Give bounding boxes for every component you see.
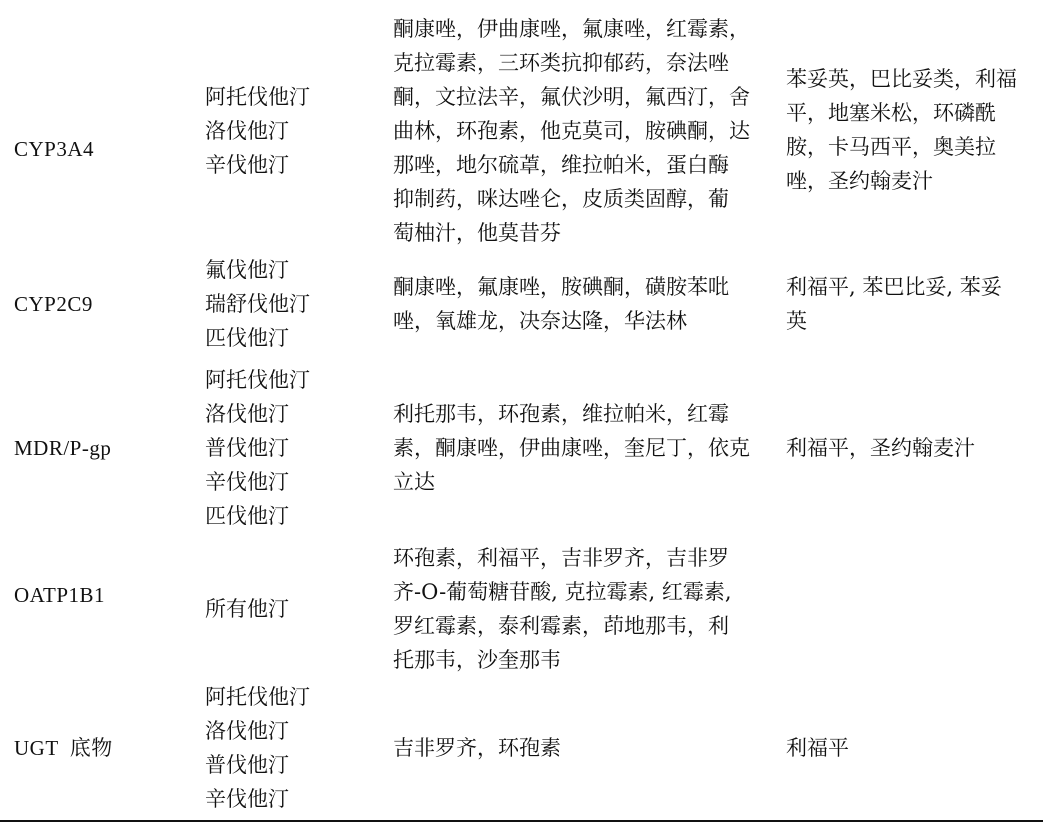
substrate-item: 所有他汀 (205, 597, 289, 621)
enzyme-name: CYP2C9 (14, 292, 93, 316)
substrate-item: 匹伐他汀 (205, 326, 289, 350)
inhibitors-cell (393, 362, 768, 534)
inducer-line: 英 (786, 309, 807, 333)
inhibitor-line: 吉非罗齐，环孢素 (393, 736, 561, 760)
substrate-item: 辛伐他汀 (205, 470, 289, 494)
inhibitor-line: 酮，文拉法辛，氟伏沙明，氟西汀，舍 (393, 85, 750, 109)
substrates-cell (205, 678, 385, 818)
substrates-cell (205, 12, 385, 252)
inhibitor-line: 酮康唑，伊曲康唑，氟康唑，红霉素， (393, 17, 750, 41)
inducers-cell (786, 12, 1036, 252)
enzyme-cell (14, 362, 194, 534)
substrate-item: 普伐他汀 (205, 436, 289, 460)
inducer-line: 唑，圣约翰麦汁 (786, 169, 933, 193)
substrate-item: 洛伐他汀 (205, 402, 289, 426)
substrate-item: 氟伐他汀 (205, 258, 289, 282)
substrate-item: 瑞舒伐他汀 (205, 292, 310, 316)
inducers-cell (786, 252, 1036, 356)
table-row (0, 678, 1043, 818)
inhibitor-line: 托那韦，沙奎那韦 (393, 648, 561, 672)
inhibitor-line: 萄柚汁，他莫昔芬 (393, 221, 561, 245)
enzyme-name: UGT 底物 (14, 736, 113, 760)
enzyme-name: CYP3A4 (14, 137, 95, 161)
inhibitor-line: 酮康唑，氟康唑，胺碘酮，磺胺苯吡 (393, 275, 729, 299)
substrate-item: 匹伐他汀 (205, 504, 289, 528)
inhibitor-line: 齐-O-葡萄糖苷酸, 克拉霉素, 红霉素, (393, 580, 732, 604)
substrate-item: 辛伐他汀 (205, 787, 289, 811)
table-row (0, 252, 1043, 356)
inhibitors-cell (393, 252, 768, 356)
table-row (0, 362, 1043, 534)
inducer-line: 胺，卡马西平，奥美拉 (786, 135, 996, 159)
inhibitor-line: 曲林，环孢素，他克莫司，胺碘酮，达 (393, 119, 750, 143)
inducer-line: 利福平, 苯巴比妥, 苯妥 (786, 275, 1002, 299)
substrate-item: 洛伐他汀 (205, 719, 289, 743)
enzyme-cell (14, 678, 194, 818)
inducer-line: 利福平 (786, 736, 849, 760)
inhibitors-cell (393, 540, 768, 678)
substrates-cell (205, 252, 385, 356)
enzyme-name: OATP1B1 (14, 583, 106, 607)
inhibitor-line: 抑制药，咪达唑仑，皮质类固醇，葡 (393, 187, 729, 211)
inducers-cell (786, 678, 1036, 818)
inhibitor-line: 克拉霉素，三环类抗抑郁药，奈法唑 (393, 51, 729, 75)
enzyme-name: MDR/P-gp (14, 436, 112, 460)
substrates-cell (205, 540, 385, 678)
table-row (0, 540, 1043, 678)
inducer-line: 苯妥英，巴比妥类，利福 (786, 67, 1017, 91)
substrate-item: 洛伐他汀 (205, 119, 289, 143)
inhibitor-line: 环孢素，利福平，吉非罗齐，吉非罗 (393, 546, 729, 570)
inhibitor-line: 唑，氧雄龙，决奈达隆，华法林 (393, 309, 687, 333)
enzyme-cell (14, 252, 194, 356)
inhibitor-line: 立达 (393, 470, 435, 494)
substrate-item: 普伐他汀 (205, 753, 289, 777)
enzyme-cell (14, 540, 194, 678)
substrate-item: 阿托伐他汀 (205, 685, 310, 709)
enzyme-cell (14, 12, 194, 252)
inhibitor-line: 素，酮康唑，伊曲康唑，奎尼丁，依克 (393, 436, 750, 460)
substrates-cell (205, 362, 385, 534)
inducers-cell (786, 362, 1036, 534)
inducer-line: 利福平，圣约翰麦汁 (786, 436, 975, 460)
table-row (0, 12, 1043, 252)
substrate-item: 辛伐他汀 (205, 153, 289, 177)
inducer-line: 平，地塞米松，环磷酰 (786, 101, 996, 125)
inhibitor-line: 那唑，地尔硫䓬，维拉帕米，蛋白酶 (393, 153, 729, 177)
inhibitors-cell (393, 12, 768, 252)
inhibitor-line: 利托那韦，环孢素，维拉帕米，红霉 (393, 402, 729, 426)
inhibitors-cell (393, 678, 768, 818)
inducers-cell (786, 540, 1036, 678)
substrate-item: 阿托伐他汀 (205, 85, 310, 109)
substrate-item: 阿托伐他汀 (205, 368, 310, 392)
inhibitor-line: 罗红霉素，泰利霉素，茚地那韦，利 (393, 614, 729, 638)
